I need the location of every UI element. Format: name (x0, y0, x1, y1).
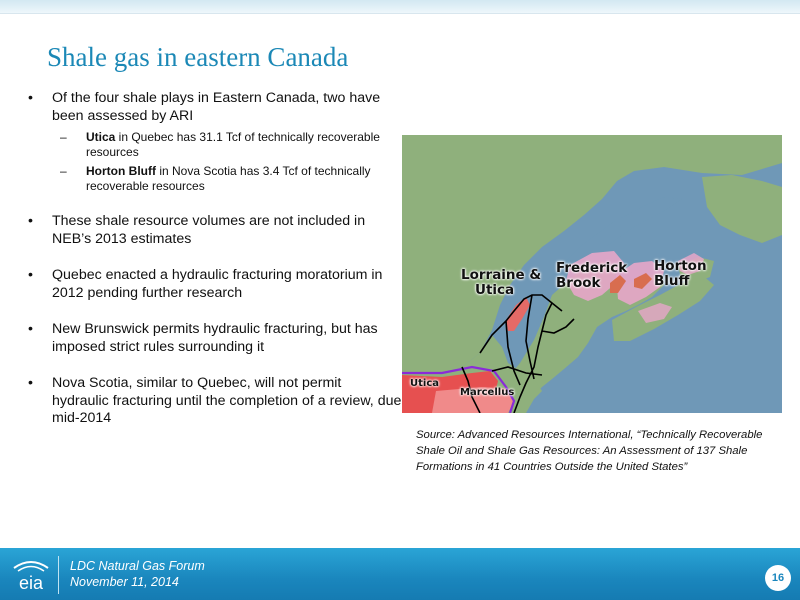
bullet-item: • Of the four shale plays in Eastern Canada, two have been assessed by ARI (28, 90, 381, 124)
bullet-list (22, 90, 402, 428)
bullet-item: • New Brunswick permits hydraulic fracturing, but has imposed strict rules surrounding it (28, 321, 378, 355)
bullet-text: New Brunswick permits hydraulic fracturing, but has imposed strict rules surrounding it (52, 321, 378, 355)
eia-logo-icon (8, 554, 54, 594)
shale-map (402, 135, 782, 413)
page-number: 16 (765, 565, 791, 591)
bullet-text: These shale resource volumes are not included in NEB’s 2013 estimates (52, 213, 366, 247)
bullet-item: • Nova Scotia, similar to Quebec, will not permit hydraulic fracturing until the completion of a review, due mid-2014 (28, 375, 402, 426)
sub-bullet-item: – Horton Bluff in Nova Scotia has 3.4 Tcf of technically recoverable resources (60, 164, 371, 193)
footer-event: LDC Natural Gas Forum (70, 559, 205, 573)
top-band (0, 0, 800, 14)
source-citation: Source: Advanced Resources International, “Technically Recoverable Shale Oil and Shale Gas Resources: An Assessment of 137 Shale Formations in 41 Countries Outside the United States” (416, 429, 763, 473)
logo-text: eia (18, 573, 44, 593)
sub-bullet-bold: Horton Bluff (86, 164, 156, 178)
sub-bullet-text: in Nova Scotia has 3.4 Tcf of technically recoverable resources (86, 164, 371, 193)
footer-text (70, 558, 205, 590)
footer-divider (58, 556, 59, 594)
label-frederick-brook: Frederick Brook (556, 260, 628, 291)
footer-date: November 11, 2014 (70, 575, 179, 589)
label-lorraine-utica: Lorraine & Utica (461, 267, 542, 298)
bullet-text: Quebec enacted a hydraulic fracturing moratorium in 2012 pending further research (52, 267, 383, 301)
bullet-item: • These shale resource volumes are not included in NEB’s 2013 estimates (28, 213, 366, 247)
footer-bar (0, 548, 800, 600)
sub-bullet-bold: Utica (86, 130, 116, 144)
label-marcellus: Marcellus (460, 387, 515, 398)
bullet-text: Nova Scotia, similar to Quebec, will not permit hydraulic fracturing until the completion of a review, due mid-2014 (52, 375, 402, 426)
sub-bullet-item: – Utica in Quebec has 31.1 Tcf of technically recoverable resources (60, 130, 380, 159)
sub-bullet-text: in Quebec has 31.1 Tcf of technically recoverable resources (86, 130, 380, 159)
label-horton-bluff: Horton Bluff (654, 258, 707, 289)
bullet-text: Of the four shale plays in Eastern Canada, two have been assessed by ARI (52, 90, 381, 124)
bullet-item: • Quebec enacted a hydraulic fracturing moratorium in 2012 pending further research (28, 267, 383, 301)
label-utica: Utica (410, 378, 440, 389)
slide-title: Shale gas in eastern Canada (47, 42, 349, 72)
